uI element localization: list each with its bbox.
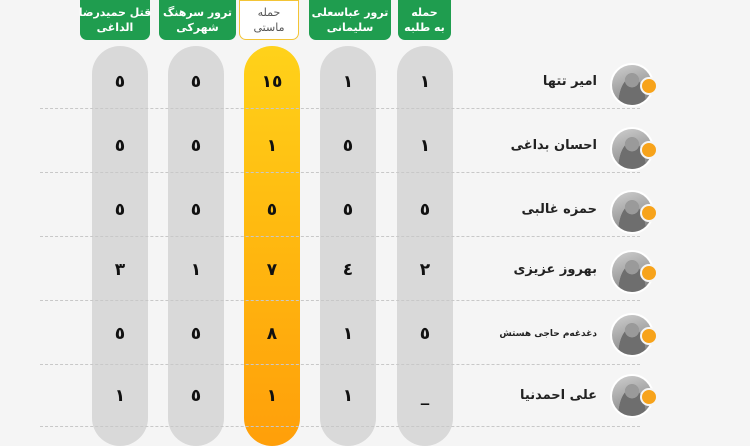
row-separator	[40, 364, 640, 365]
status-dot-icon	[640, 327, 658, 345]
cell-r1-c4: ١	[342, 72, 354, 92]
status-dot-icon	[640, 141, 658, 159]
header-col-4-line-1: ترور عباسعلی	[311, 6, 389, 19]
cell-r6-c1: ١	[114, 386, 126, 406]
cell-r1-c5: ١	[419, 72, 431, 92]
cell-r3-c1: ٥	[114, 200, 126, 220]
row-6-avatar	[612, 376, 652, 416]
cell-r5-c5: ٥	[419, 324, 431, 344]
cell-r1-c1: ٥	[114, 72, 126, 92]
cell-r5-c3: ٨	[266, 324, 278, 344]
row-2-avatar	[612, 129, 652, 169]
cell-r4-c1: ٣	[114, 260, 126, 280]
cell-r3-c2: ٥	[190, 200, 202, 220]
cell-r5-c4: ١	[342, 324, 354, 344]
header-col-5-line-1: حمله	[411, 6, 438, 19]
cell-r3-c5: ٥	[419, 200, 431, 220]
header-col-3-line-1: حمله	[257, 6, 281, 19]
cell-r4-c2: ١	[190, 260, 202, 280]
cell-r1-c2: ٥	[190, 72, 202, 92]
header-col-1	[80, 0, 150, 40]
row-5-avatar	[612, 315, 652, 355]
cell-r2-c3: ١	[266, 136, 278, 156]
row-6-name: علی احمدنیا	[520, 388, 597, 403]
row-4-name: بهروز عزیزی	[513, 262, 597, 277]
header-col-4-line-2: سلیمانی	[326, 21, 374, 34]
row-separator	[40, 108, 640, 109]
header-col-5-line-2: به طلبه	[404, 21, 445, 34]
row-3-avatar	[612, 192, 652, 232]
status-dot-icon	[640, 77, 658, 95]
cell-r5-c2: ٥	[190, 324, 202, 344]
status-dot-icon	[640, 204, 658, 222]
row-separator	[40, 172, 640, 173]
header-col-5	[398, 0, 451, 40]
header-col-2	[159, 0, 236, 40]
cell-r4-c4: ٤	[342, 260, 354, 280]
header-col-2-line-1: ترور سرهنگ	[162, 6, 232, 19]
cell-r5-c1: ٥	[114, 324, 126, 344]
header-col-4	[309, 0, 391, 40]
status-dot-icon	[640, 264, 658, 282]
cell-r4-c5: ٢	[419, 260, 431, 280]
cell-r6-c4: ١	[342, 386, 354, 406]
cell-r2-c5: ١	[419, 136, 431, 156]
header-col-2-line-2: شهرکی	[176, 21, 219, 34]
row-1-name: امیر تتها	[542, 74, 597, 89]
row-separator	[40, 300, 640, 301]
header-col-3	[239, 0, 299, 40]
cell-r2-c4: ٥	[342, 136, 354, 156]
cell-r6-c2: ٥	[190, 386, 202, 406]
row-4-avatar	[612, 252, 652, 292]
cell-r3-c3: ٥	[266, 200, 278, 220]
row-separator	[40, 236, 640, 237]
cell-r2-c1: ٥	[114, 136, 126, 156]
row-5-name: دغدغه‌م حاجی هستش	[499, 329, 597, 339]
status-dot-icon	[640, 388, 658, 406]
header-col-3-line-2: ماستی	[253, 21, 285, 34]
cell-r6-c3: ١	[266, 386, 278, 406]
row-3-name: حمزه غالبی	[521, 202, 597, 217]
row-2-name: احسان بداغی	[510, 138, 597, 153]
row-separator	[40, 426, 640, 427]
cell-r2-c2: ٥	[190, 136, 202, 156]
header-col-1-line-2: الداغی	[96, 21, 134, 34]
cell-r3-c4: ٥	[342, 200, 354, 220]
header-col-1-line-1: قتل حمیدرضا	[78, 6, 152, 19]
cell-r1-c3: ١٥	[261, 72, 283, 92]
row-1-avatar	[612, 65, 652, 105]
cell-r6-c5: _	[420, 386, 430, 406]
cell-r4-c3: ٧	[266, 260, 278, 280]
